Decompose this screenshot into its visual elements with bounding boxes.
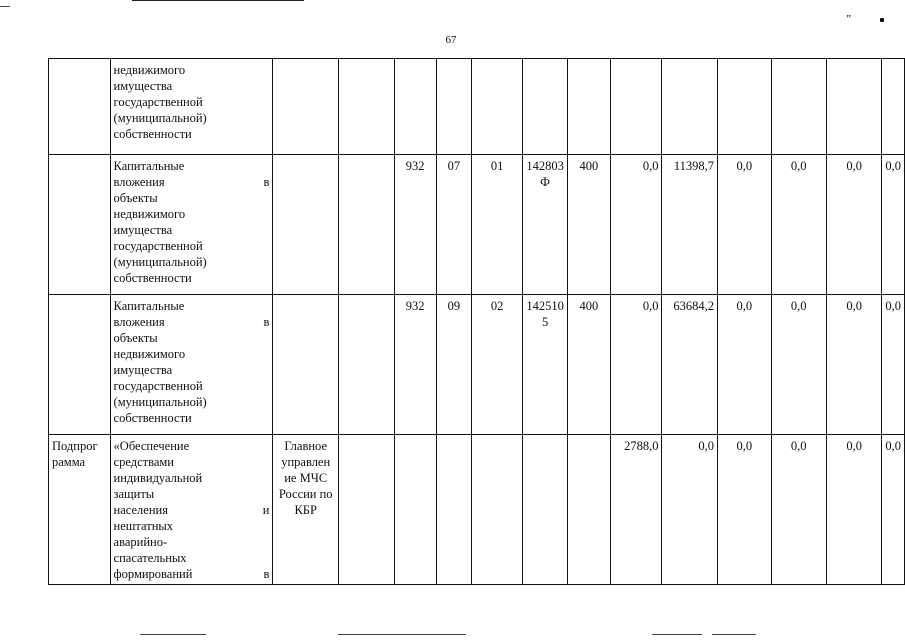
empty-cell [338,155,394,295]
description-cell [110,59,273,155]
description-line: Капитальные [113,299,185,313]
corner-dot [880,18,884,22]
value-3-cell: 0,0 [718,295,771,435]
responsible-cell [273,59,339,155]
corner-quote-mark: " [846,14,852,25]
description-line: средствами [113,455,174,469]
bottom-rule-4 [712,634,756,635]
row-type-cell [49,59,111,155]
description-line: недвижимого [113,347,186,361]
responsible-cell [273,295,339,435]
responsible-cell: Главное управлен ие МЧС России по КБР [273,435,339,585]
description-line: собственности [113,127,192,141]
subsection-code-cell [471,435,522,585]
description-line: населения и [113,503,270,517]
value-2-cell: 11398,7 [662,155,718,295]
value-1-cell: 2788,0 [610,435,661,585]
expense-type-cell [567,435,610,585]
ministry-code-cell: 932 [394,295,436,435]
description-line: государственной [113,95,203,109]
description-line: аварийно- [113,535,168,549]
row-type-cell: Подпрог рамма [49,435,111,585]
value-1-cell: 0,0 [610,155,661,295]
description-line: недвижимого [113,207,186,221]
corner-marks [846,14,884,25]
value-5-cell: 0,0 [826,295,881,435]
section-code-cell: 09 [436,295,471,435]
description-line: собственности [113,271,192,285]
section-code-cell [436,435,471,585]
bottom-rule-2 [338,634,466,635]
row-type-cell [49,155,111,295]
value-5-cell: 0,0 [826,155,881,295]
table-row [49,435,905,585]
value-6-cell [882,59,905,155]
value-6-cell: 0,0 [882,155,905,295]
description-line: (муниципальной) [113,111,207,125]
table-row [49,155,905,295]
description-line: нештатных [113,519,174,533]
expense-type-cell [567,59,610,155]
description-line: недвижимого [113,63,186,77]
description-line: имущества [113,363,173,377]
ministry-code-cell [394,59,436,155]
description-line: Капитальные [113,159,185,173]
subsection-code-cell: 01 [471,155,522,295]
row-type-cell [49,295,111,435]
table-row [49,59,905,155]
description-line: формирований в [113,567,270,581]
description-line: государственной [113,239,203,253]
page-number: 67 [445,34,457,46]
expense-type-cell: 400 [567,295,610,435]
target-code-cell: 142510 5 [523,295,568,435]
description-cell [110,155,273,295]
description-line: защиты [113,487,155,501]
target-code-cell [523,435,568,585]
description-line: собственности [113,411,192,425]
value-4-cell: 0,0 [771,435,826,585]
value-4-cell [771,59,826,155]
description-line: имущества [113,223,173,237]
subsection-code-cell [471,59,522,155]
top-left-dash [0,6,10,7]
ministry-code-cell [394,435,436,585]
description-cell [110,295,273,435]
subsection-code-cell: 02 [471,295,522,435]
empty-cell [338,295,394,435]
description-line: вложения в [113,175,270,189]
budget-table [48,58,905,585]
section-code-cell [436,59,471,155]
description-cell [110,435,273,585]
value-4-cell: 0,0 [771,155,826,295]
description-line: индивидуальной [113,471,203,485]
description-line: «Обеспечение [113,439,190,453]
section-code-cell: 07 [436,155,471,295]
value-6-cell: 0,0 [882,295,905,435]
table-row [49,295,905,435]
value-4-cell: 0,0 [771,295,826,435]
value-6-cell: 0,0 [882,435,905,585]
bottom-rule-3 [652,634,702,635]
value-1-cell: 0,0 [610,295,661,435]
value-2-cell: 63684,2 [662,295,718,435]
empty-cell [338,435,394,585]
description-line: спасательных [113,551,187,565]
value-5-cell: 0,0 [826,435,881,585]
description-line: государственной [113,379,203,393]
description-line: объекты [113,191,158,205]
value-3-cell: 0,0 [718,155,771,295]
value-2-cell [662,59,718,155]
ministry-code-cell: 932 [394,155,436,295]
description-line: (муниципальной) [113,255,207,269]
value-5-cell [826,59,881,155]
top-rule [132,0,304,1]
description-line: объекты [113,331,158,345]
value-3-cell: 0,0 [718,435,771,585]
value-2-cell: 0,0 [662,435,718,585]
description-line: имущества [113,79,173,93]
empty-cell [338,59,394,155]
bottom-rule-1 [140,634,206,635]
target-code-cell [523,59,568,155]
description-line: вложения в [113,315,270,329]
value-3-cell [718,59,771,155]
target-code-cell: 142803 Ф [523,155,568,295]
value-1-cell [610,59,661,155]
responsible-cell [273,155,339,295]
expense-type-cell: 400 [567,155,610,295]
description-line: (муниципальной) [113,395,207,409]
